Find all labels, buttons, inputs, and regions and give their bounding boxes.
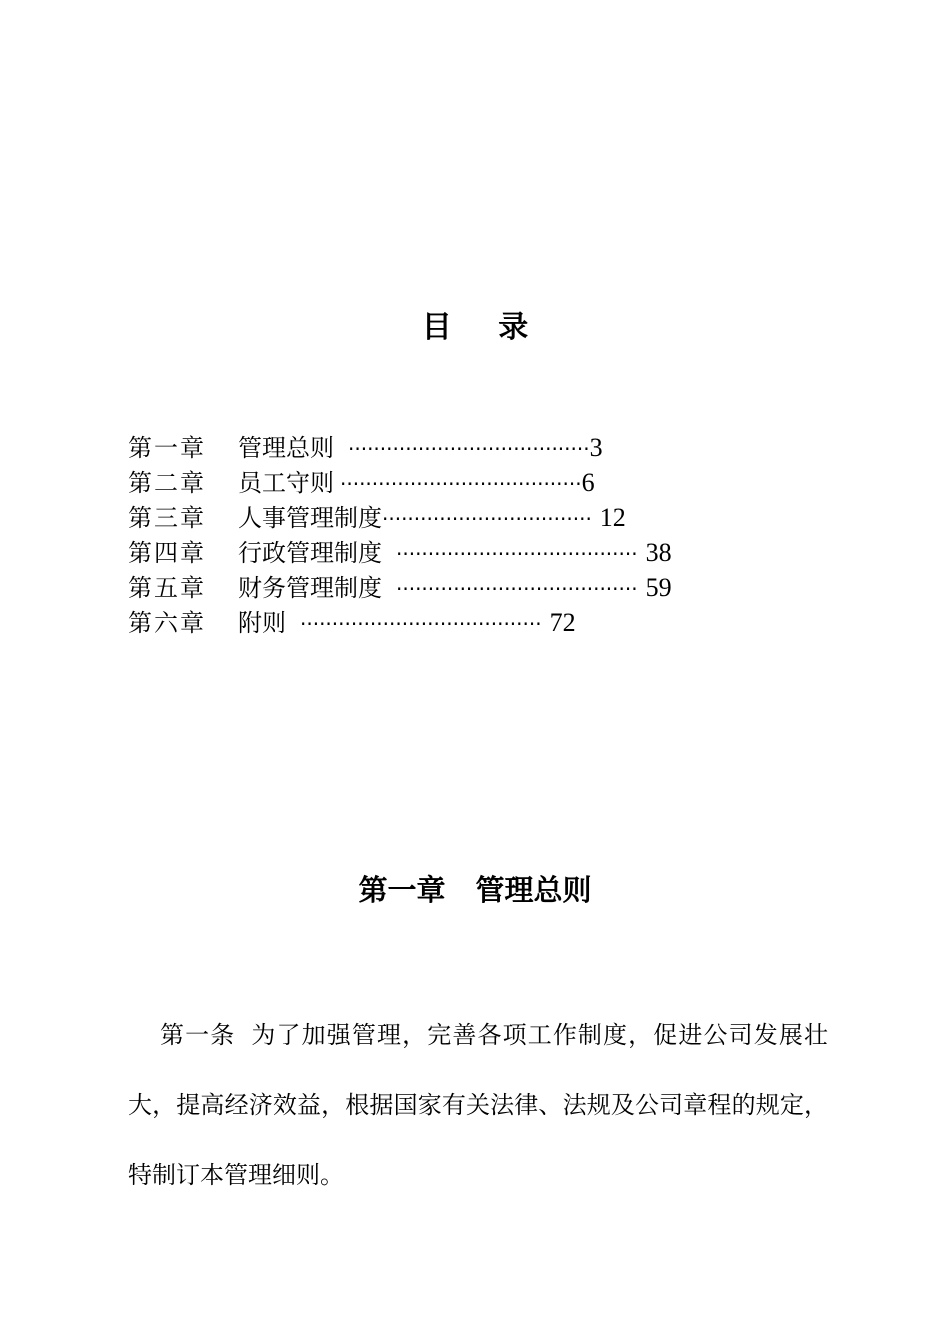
toc-leader-dots: ······································ bbox=[300, 612, 542, 636]
toc-page-number: 6 bbox=[581, 468, 595, 497]
toc-leader-dots: ······································ bbox=[340, 472, 582, 496]
toc-chapter-number: 第四章 bbox=[128, 539, 206, 567]
toc-leader-dots: ································· bbox=[382, 507, 592, 531]
toc-chapter-name: 员工守则 bbox=[238, 469, 334, 497]
toc-entry[interactable] bbox=[128, 570, 672, 605]
toc-list bbox=[128, 430, 672, 640]
article-paragraph bbox=[128, 1000, 828, 1210]
toc-entry[interactable] bbox=[128, 605, 672, 640]
toc-chapter-name: 管理总则 bbox=[238, 434, 334, 462]
toc-chapter-number: 第二章 bbox=[128, 469, 206, 497]
toc-title bbox=[0, 306, 950, 350]
toc-page-number: 12 bbox=[599, 503, 626, 532]
toc-title-text: 目 录 bbox=[421, 310, 547, 345]
toc-chapter-name: 财务管理制度 bbox=[238, 574, 382, 602]
article-text: 为了加强管理，完善各项工作制度，促进公司发展壮大，提高经济效益，根据国家有关法律、法规及公司章程的规定，特制订本管理细则。 bbox=[128, 1021, 829, 1189]
toc-leader-dots: ······································ bbox=[396, 542, 638, 566]
toc-entry[interactable] bbox=[128, 500, 672, 535]
toc-page-number: 38 bbox=[645, 538, 672, 567]
toc-page-number: 59 bbox=[645, 573, 672, 602]
toc-page-number: 3 bbox=[589, 433, 603, 462]
toc-leader-dots: ······································ bbox=[348, 437, 590, 461]
chapter-number: 第一章 bbox=[358, 873, 446, 907]
toc-entry[interactable] bbox=[128, 535, 672, 570]
toc-page-number: 72 bbox=[549, 608, 576, 637]
toc-chapter-name: 人事管理制度 bbox=[238, 504, 382, 532]
chapter-title: 管理总则 bbox=[475, 873, 592, 907]
toc-chapter-number: 第五章 bbox=[128, 574, 206, 602]
toc-chapter-name: 附则 bbox=[238, 609, 286, 637]
toc-entry[interactable] bbox=[128, 465, 672, 500]
article-label: 第一条 bbox=[160, 1021, 236, 1049]
toc-chapter-number: 第三章 bbox=[128, 504, 206, 532]
toc-chapter-name: 行政管理制度 bbox=[238, 539, 382, 567]
toc-chapter-number: 第六章 bbox=[128, 609, 206, 637]
toc-entry[interactable] bbox=[128, 430, 672, 465]
toc-leader-dots: ······································ bbox=[396, 577, 638, 601]
chapter-heading bbox=[0, 868, 950, 912]
toc-chapter-number: 第一章 bbox=[128, 434, 206, 462]
